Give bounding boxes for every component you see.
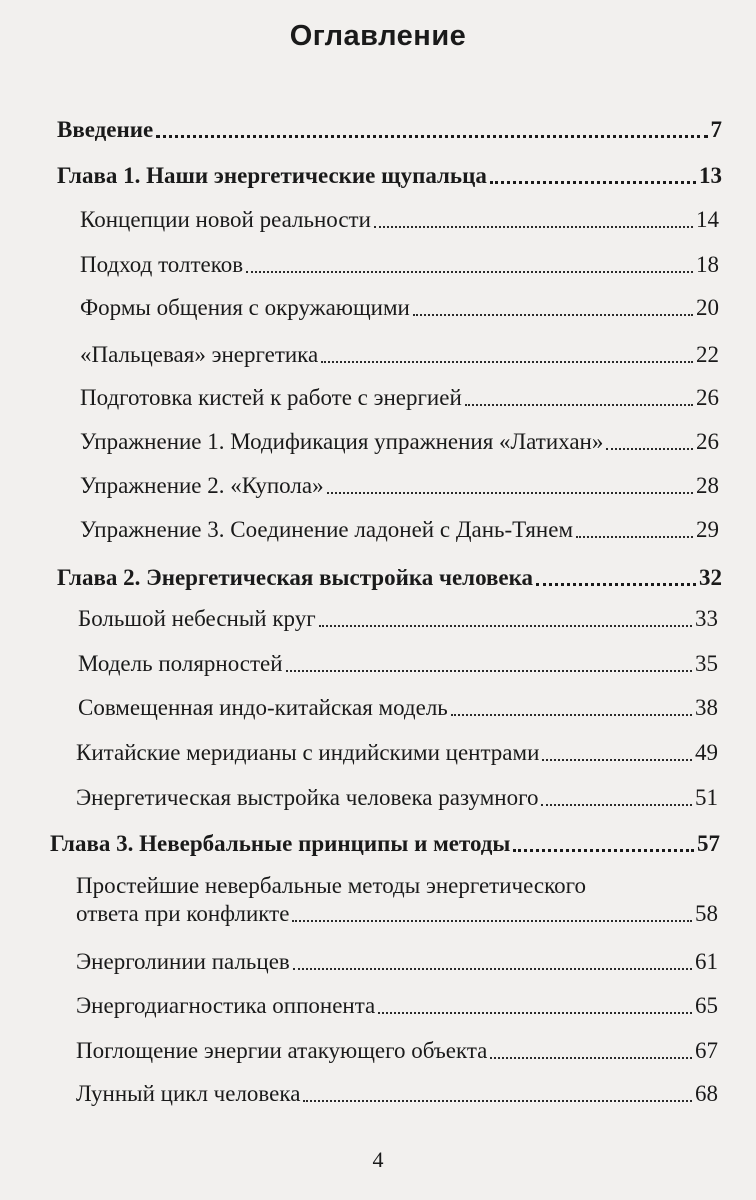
toc-leader-dots: [156, 135, 707, 138]
toc-entry-label: Совмещенная индо-китайская модель: [78, 695, 448, 720]
toc-entry[interactable]: [76, 739, 718, 767]
toc-entry-page: 57: [697, 831, 720, 856]
toc-entry-label: Упражнение 2. «Купола»: [80, 473, 324, 498]
toc-entry-label: Концепции новой реальности: [80, 207, 371, 232]
toc-entry[interactable]: [78, 694, 718, 722]
toc-entry-page: 49: [695, 740, 718, 765]
toc-entry-page: 13: [699, 163, 722, 188]
toc-leader-dots: [541, 804, 692, 806]
toc-leader-dots: [321, 361, 693, 363]
toc-leader-dots: [378, 1012, 692, 1014]
toc-entry[interactable]: [80, 472, 719, 500]
toc-entry-page: 22: [696, 342, 719, 367]
toc-entry-label: Поглощение энергии атакующего объекта: [76, 1038, 488, 1063]
toc-leader-dots: [451, 714, 692, 716]
toc-entry-multiline[interactable]: [76, 872, 718, 928]
toc-entry-label: Энергетическая выстройка человека разумного: [76, 785, 539, 810]
toc-leader-dots: [303, 1100, 692, 1102]
toc-entry-page: 32: [699, 565, 722, 590]
toc-entry-label: Введение: [57, 117, 154, 142]
toc-entry[interactable]: [76, 1037, 718, 1065]
toc-leader-dots: [576, 536, 693, 538]
toc-entry-page: 29: [696, 517, 719, 542]
page-number: 4: [372, 1147, 384, 1172]
toc-entry[interactable]: [76, 948, 718, 976]
toc-entry-label: Глава 3. Невербальные принципы и методы: [50, 831, 511, 856]
toc-entry[interactable]: [80, 294, 719, 322]
toc-leader-dots: [413, 314, 693, 316]
toc-entry-page: 7: [710, 117, 722, 142]
toc-leader-dots: [606, 448, 693, 450]
toc-entry-page: 68: [695, 1081, 718, 1106]
toc-entry-page: 61: [695, 949, 718, 974]
toc-leader-dots: [513, 849, 694, 852]
toc-leader-dots: [286, 670, 692, 672]
toc-entry-page: 20: [696, 295, 719, 320]
toc-entry-page: 35: [695, 651, 718, 676]
toc-leader-dots: [536, 583, 696, 586]
toc-entry-chapter-3[interactable]: [50, 830, 720, 858]
toc-entry-label: Простейшие невербальные методы энергетического: [76, 873, 586, 898]
toc-entry[interactable]: [78, 605, 718, 633]
toc-entry-page: 67: [695, 1038, 718, 1063]
toc-entry-label: Большой небесный круг: [78, 606, 316, 631]
toc-leader-dots: [319, 625, 692, 627]
toc-entry-page: 14: [696, 207, 719, 232]
toc-entry-label: Энерголинии пальцев: [76, 949, 290, 974]
toc-leader-dots: [542, 759, 692, 761]
toc-leader-dots: [490, 181, 696, 184]
toc-entry-page: 28: [696, 473, 719, 498]
toc-entry-label: Упражнение 3. Соединение ладоней с Дань-Тянем: [80, 517, 573, 542]
toc-entry-label: Глава 1. Наши энергетические щупальца: [57, 163, 487, 188]
toc-entry-label: Китайские меридианы с индийскими центрами: [76, 740, 540, 765]
page-title: Оглавление: [289, 20, 467, 52]
toc-entry-page: 65: [695, 993, 718, 1018]
toc-entry-label: Формы общения с окружающими: [80, 295, 410, 320]
toc-entry-introduction[interactable]: [57, 116, 722, 144]
toc-entry[interactable]: [78, 650, 718, 678]
toc-entry-label: Подготовка кистей к работе с энергией: [80, 385, 462, 410]
toc-entry-chapter-1[interactable]: [57, 162, 722, 190]
toc-entry[interactable]: [80, 341, 719, 369]
toc-leader-dots: [374, 226, 693, 228]
toc-leader-dots: [490, 1057, 692, 1059]
toc-entry-page: 26: [696, 385, 719, 410]
toc-leader-dots: [292, 920, 692, 922]
toc-entry[interactable]: [76, 992, 718, 1020]
toc-leader-dots: [327, 492, 693, 494]
toc-entry-label: Подход толтеков: [80, 252, 244, 277]
toc-entry-label: Модель полярностей: [78, 651, 283, 676]
toc-entry[interactable]: [80, 251, 719, 279]
toc-entry-label: Энергодиагностика оппонента: [76, 993, 376, 1018]
toc-entry-label: Глава 2. Энергетическая выстройка человека: [57, 565, 534, 590]
toc-entry-chapter-2[interactable]: [57, 564, 722, 592]
toc-entry-label: Лунный цикл человека: [76, 1081, 301, 1106]
toc-entry[interactable]: [80, 428, 719, 456]
toc-entry-page: 26: [696, 429, 719, 454]
toc-entry[interactable]: [80, 206, 719, 234]
toc-entry-label-continued: ответа при конфликте: [76, 901, 290, 926]
toc-entry[interactable]: [76, 1080, 718, 1108]
toc-leader-dots: [465, 404, 693, 406]
toc-entry-label: «Пальцевая» энергетика: [80, 342, 319, 367]
toc-entry-second-line: [76, 900, 695, 928]
toc-entry[interactable]: [76, 784, 718, 812]
toc-entry[interactable]: [80, 384, 719, 412]
toc-entry-page: 38: [695, 695, 718, 720]
toc-leader-dots: [246, 271, 693, 273]
toc-entry[interactable]: [80, 516, 719, 544]
toc-entry-label-block: [76, 872, 695, 928]
toc-entry-page: 51: [695, 785, 718, 810]
toc-entry-label: Упражнение 1. Модификация упражнения «Латихан»: [80, 429, 604, 454]
toc-entry-page: 58: [695, 901, 718, 926]
toc-entry-page: 18: [696, 252, 719, 277]
toc-leader-dots: [293, 968, 692, 970]
toc-entry-page: 33: [695, 606, 718, 631]
